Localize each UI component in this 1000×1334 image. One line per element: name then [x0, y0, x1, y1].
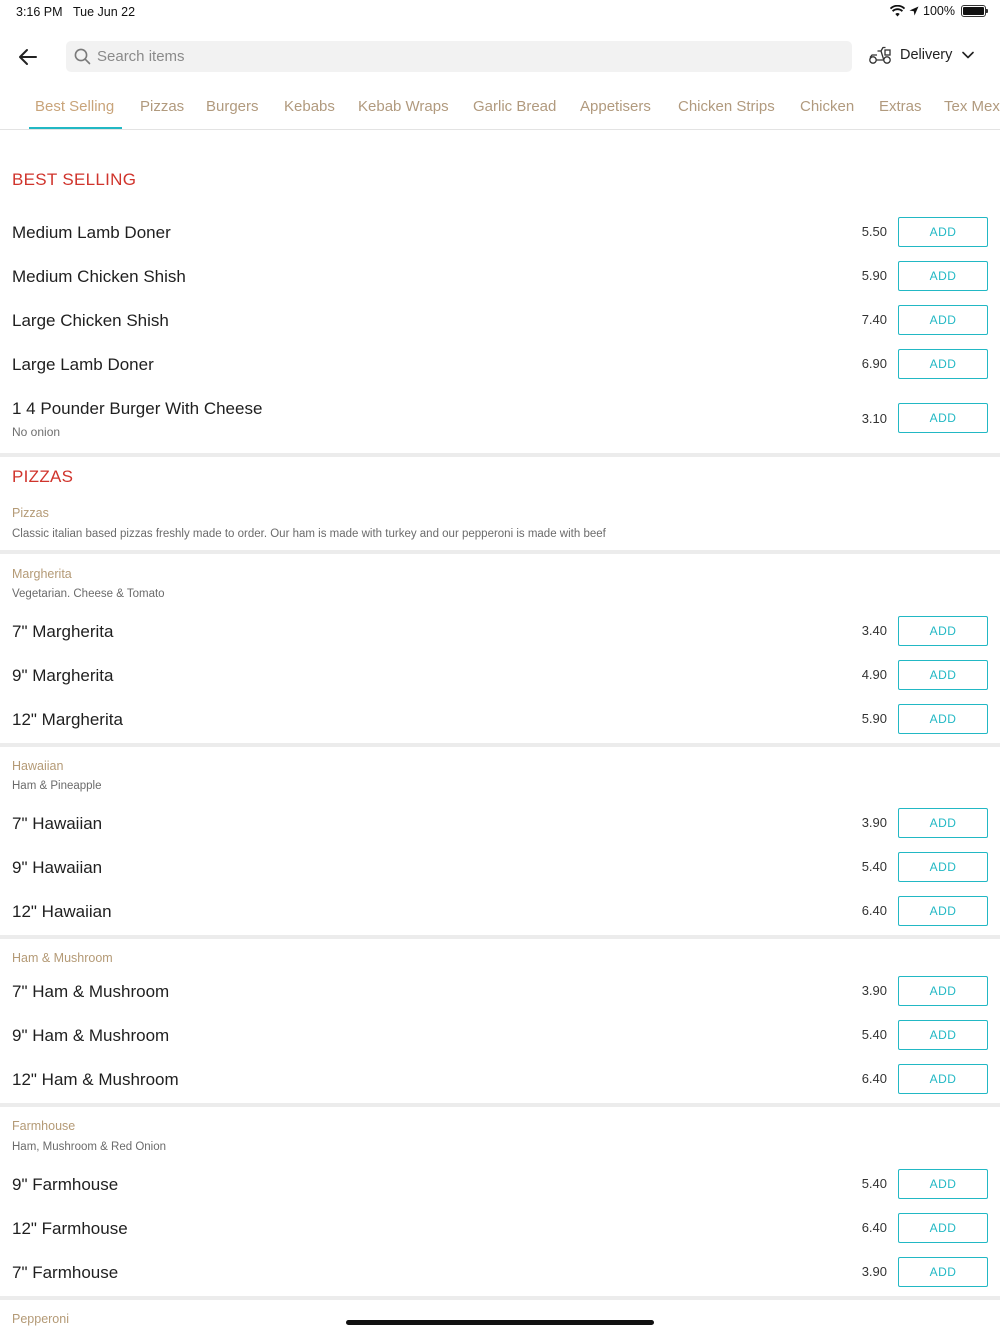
status-time: 3:16 PM Tue Jun 22: [16, 5, 136, 19]
section-divider: [0, 453, 1000, 457]
item-price: 3.40: [861, 623, 887, 638]
add-button[interactable]: ADD: [898, 217, 988, 247]
item-price: 5.40: [861, 859, 887, 874]
item-note: No onion: [12, 425, 61, 439]
tab-chicken-strips[interactable]: Chicken Strips: [678, 98, 775, 115]
add-button[interactable]: ADD: [898, 1020, 988, 1050]
tab-kebabs[interactable]: Kebabs: [284, 98, 335, 115]
item-price: 3.10: [861, 411, 887, 426]
item-price: 5.50: [861, 224, 887, 239]
item-name: 7" Farmhouse: [12, 1263, 119, 1282]
item-name: 7" Ham & Mushroom: [12, 982, 170, 1001]
group-description: Ham & Pineapple: [12, 780, 102, 792]
item-name: Large Lamb Doner: [12, 355, 154, 374]
section-title-best-selling: BEST SELLING: [12, 170, 137, 189]
category-name: Pizzas: [12, 506, 49, 520]
group-title: Hawaiian: [12, 759, 64, 773]
item-name: 9" Hawaiian: [12, 858, 103, 877]
add-button[interactable]: ADD: [898, 704, 988, 734]
battery-icon: [961, 5, 986, 17]
tab-appetisers[interactable]: Appetisers: [580, 98, 651, 115]
active-tab-indicator: [29, 127, 122, 130]
add-button[interactable]: ADD: [898, 403, 988, 433]
item-price: 6.90: [861, 356, 887, 371]
item-price: 3.90: [861, 983, 887, 998]
battery-percent: 100%: [923, 4, 955, 18]
home-indicator[interactable]: [346, 1320, 654, 1325]
add-button[interactable]: ADD: [898, 305, 988, 335]
status-indicators: [890, 4, 986, 18]
item-price: 6.40: [861, 1071, 887, 1086]
item-price: 3.90: [861, 815, 887, 830]
tab-tex-mex[interactable]: Tex Mex: [944, 98, 1000, 115]
add-button[interactable]: ADD: [898, 852, 988, 882]
scooter-icon: [868, 45, 892, 65]
item-name: 7" Hawaiian: [12, 814, 103, 833]
add-button[interactable]: ADD: [898, 1213, 988, 1243]
item-name: 9" Farmhouse: [12, 1175, 119, 1194]
item-price: 5.40: [861, 1027, 887, 1042]
section-divider: [0, 1296, 1000, 1300]
add-button[interactable]: ADD: [898, 1064, 988, 1094]
item-price: 3.90: [861, 1264, 887, 1279]
item-name: 12" Ham & Mushroom: [12, 1070, 179, 1089]
tab-garlic-bread[interactable]: Garlic Bread: [473, 98, 557, 115]
section-divider: [0, 935, 1000, 939]
add-button[interactable]: ADD: [898, 976, 988, 1006]
delivery-label: Delivery: [900, 47, 953, 63]
item-price: 7.40: [861, 312, 887, 327]
group-description: Vegetarian. Cheese & Tomato: [12, 588, 165, 600]
add-button[interactable]: ADD: [898, 896, 988, 926]
item-name: 1 4 Pounder Burger With Cheese: [12, 399, 263, 418]
add-button[interactable]: ADD: [898, 349, 988, 379]
item-price: 5.90: [861, 268, 887, 283]
item-name: Medium Lamb Doner: [12, 223, 171, 242]
search-bar[interactable]: [66, 41, 852, 72]
top-bar: [0, 38, 1000, 74]
add-button[interactable]: ADD: [898, 1169, 988, 1199]
item-price: 5.40: [861, 1176, 887, 1191]
item-name: 12" Hawaiian: [12, 902, 112, 921]
wifi-icon: [890, 5, 905, 17]
back-button[interactable]: [16, 44, 42, 70]
add-button[interactable]: ADD: [898, 808, 988, 838]
tab-chicken[interactable]: Chicken: [800, 98, 855, 115]
group-title: Ham & Mushroom: [12, 951, 113, 965]
delivery-selector[interactable]: [868, 45, 974, 65]
item-name: 9" Margherita: [12, 666, 114, 685]
group-description: Ham, Mushroom & Red Onion: [12, 1141, 167, 1153]
item-name: Large Chicken Shish: [12, 311, 169, 330]
item-name: 9" Ham & Mushroom: [12, 1026, 170, 1045]
section-title-pizzas: PIZZAS: [12, 467, 74, 486]
category-tabs: [0, 92, 1000, 130]
item-price: 5.90: [861, 711, 887, 726]
item-name: 7" Margherita: [12, 622, 114, 641]
search-icon: [74, 48, 91, 65]
group-title: Margherita: [12, 567, 72, 581]
item-name: 12" Margherita: [12, 710, 123, 729]
search-input[interactable]: [97, 48, 797, 65]
item-price: 4.90: [861, 667, 887, 682]
tab-extras[interactable]: Extras: [879, 98, 922, 115]
group-title: Farmhouse: [12, 1119, 76, 1133]
section-divider: [0, 1103, 1000, 1107]
arrow-left-icon: [16, 44, 42, 70]
chevron-down-icon: [962, 51, 974, 59]
group-title: Pepperoni: [12, 1312, 69, 1326]
add-button[interactable]: ADD: [898, 660, 988, 690]
add-button[interactable]: ADD: [898, 261, 988, 291]
item-price: 6.40: [861, 903, 887, 918]
location-arrow-icon: [909, 6, 919, 16]
status-bar: [0, 0, 1000, 24]
tab-burgers[interactable]: Burgers: [206, 98, 259, 115]
item-name: 12" Farmhouse: [12, 1219, 128, 1238]
tab-pizzas[interactable]: Pizzas: [140, 98, 185, 115]
tab-kebab-wraps[interactable]: Kebab Wraps: [358, 98, 449, 115]
add-button[interactable]: ADD: [898, 616, 988, 646]
section-divider: [0, 743, 1000, 747]
add-button[interactable]: ADD: [898, 1257, 988, 1287]
category-description: Classic italian based pizzas freshly made to order. Our ham is made with turkey and our pepperoni is made with beef: [12, 528, 606, 540]
tab-best-selling[interactable]: Best Selling: [35, 98, 115, 115]
item-price: 6.40: [861, 1220, 887, 1235]
section-divider: [0, 550, 1000, 554]
item-name: Medium Chicken Shish: [12, 267, 186, 286]
